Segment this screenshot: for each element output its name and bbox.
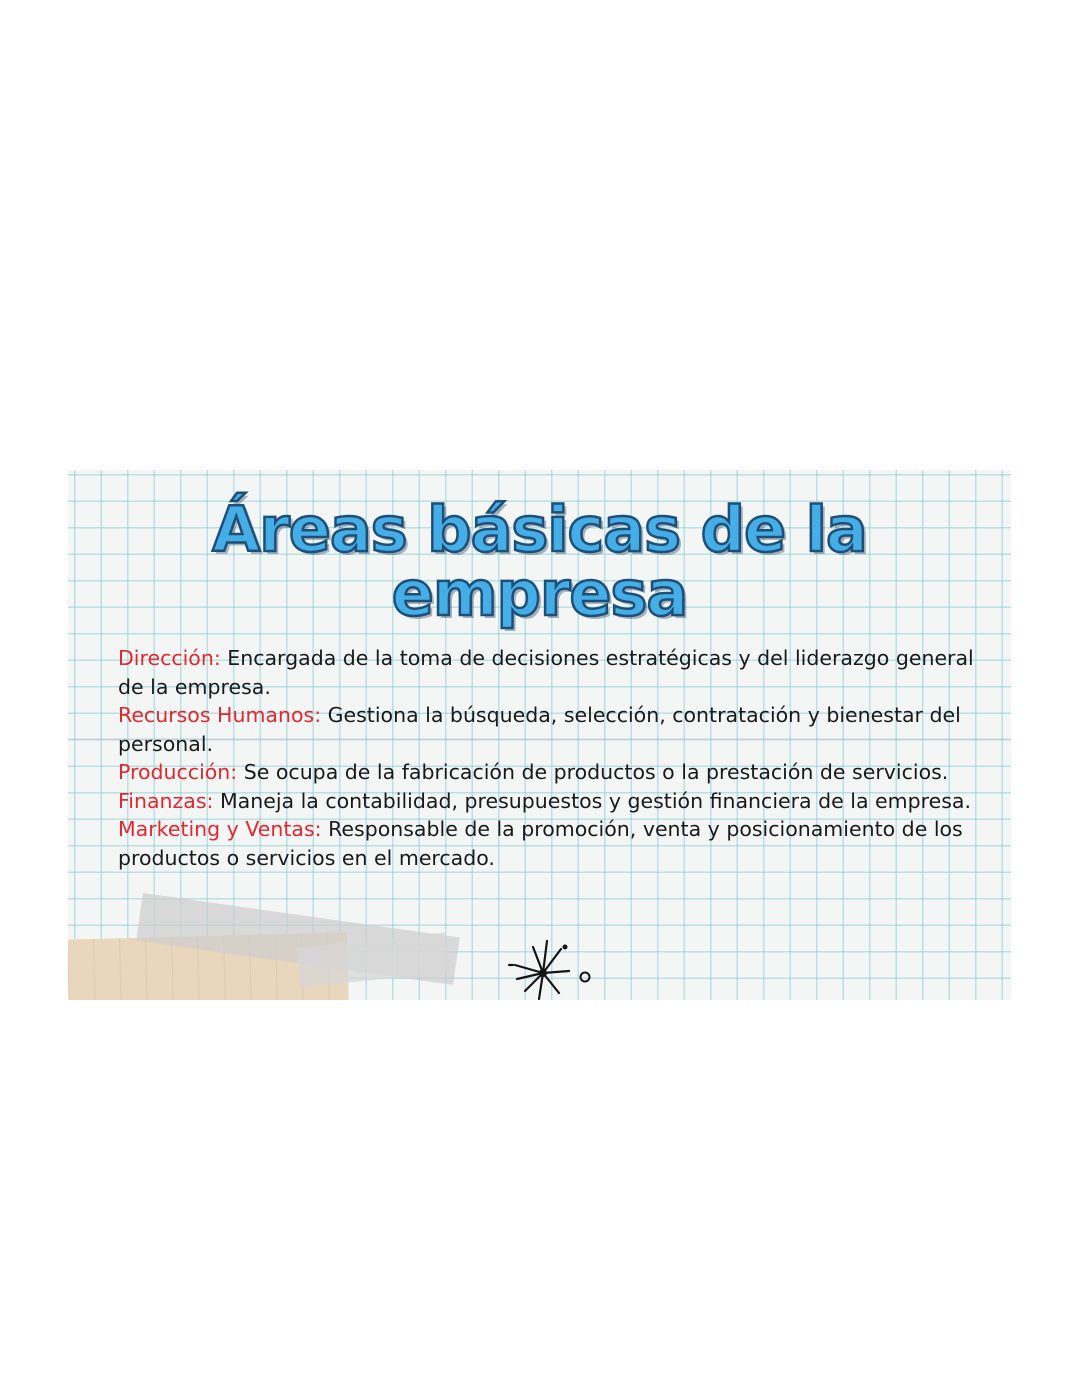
areas-list xyxy=(118,644,978,872)
title-line-2: empresa xyxy=(391,557,688,630)
entry-description: Responsable de la promoción, venta y posicionamiento de los productos o servicios en el mercado. xyxy=(118,817,963,870)
entry-description: Gestiona la búsqueda, selección, contratación y bienestar del personal. xyxy=(118,703,961,756)
entry-recursos-humanos xyxy=(118,701,978,758)
entry-finanzas xyxy=(118,787,978,816)
entry-marketing-ventas xyxy=(118,815,978,872)
entry-description: Se ocupa de la fabricación de productos o la prestación de servicios. xyxy=(237,760,949,784)
entry-term: Marketing y Ventas: xyxy=(118,817,322,841)
entry-description: Encargada de la toma de decisiones estratégicas y del liderazgo general de la empresa. xyxy=(118,646,974,699)
entry-term: Producción: xyxy=(118,760,238,784)
starburst-doodle-icon xyxy=(503,935,613,1000)
slide-title xyxy=(68,493,1011,630)
slide-card xyxy=(68,470,1011,1000)
title-line-1: Áreas básicas de la xyxy=(212,493,867,566)
entry-term: Dirección: xyxy=(118,646,221,670)
entry-direccion xyxy=(118,644,978,701)
entry-produccion xyxy=(118,758,978,787)
entry-term: Finanzas: xyxy=(118,788,214,813)
entry-description: Maneja la contabilidad, presupuestos y gestión financiera de la empresa. xyxy=(213,788,971,813)
entry-term: Recursos Humanos: xyxy=(118,703,322,727)
